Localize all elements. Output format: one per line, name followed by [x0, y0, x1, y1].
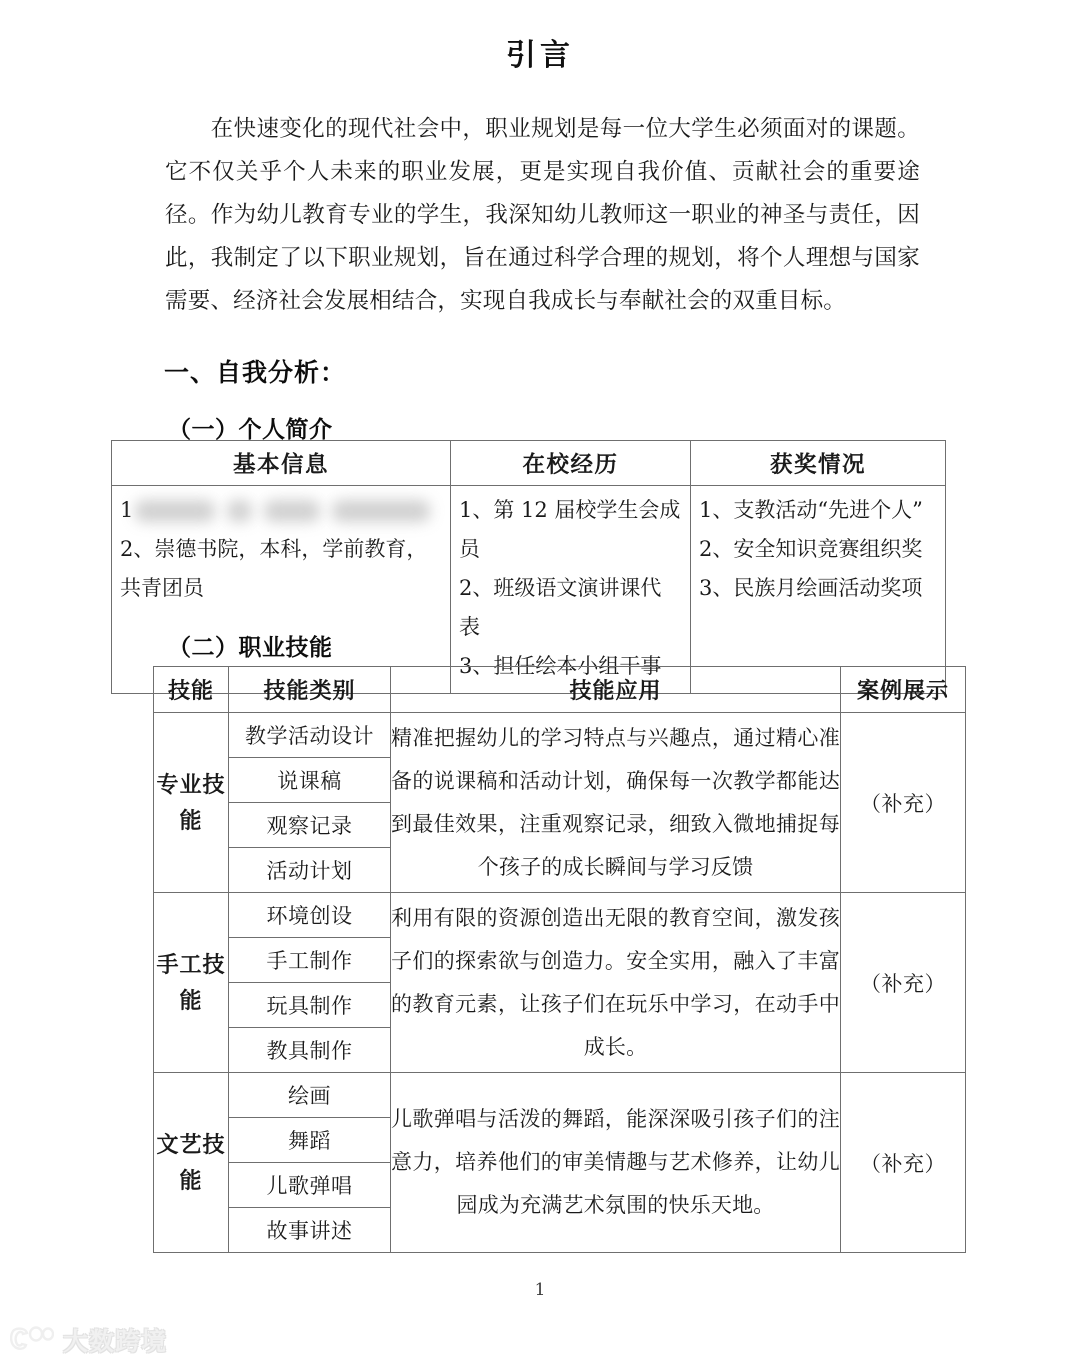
heading-professional-skills: （二）职业技能 — [168, 634, 333, 661]
profile-cell-basic-info — [112, 486, 451, 694]
skills-table — [153, 666, 966, 1253]
profile-header-school-experience: 在校经历 — [451, 441, 691, 486]
profile-cell-awards — [691, 486, 946, 694]
logo-mark-icon — [10, 1325, 54, 1355]
skill-item: 舞蹈 — [229, 1118, 391, 1163]
skill-group-name: 专业技能 — [154, 713, 229, 893]
list-item: 2、班级语文演讲课代表 — [459, 576, 662, 639]
intro-paragraph: 在快速变化的现代社会中，职业规划是每一位大学生必须面对的课题。它不仅关乎个人未来的职业发展，更是实现自我价值、贡献社会的重要途径。作为幼儿教育专业的学生，我深知幼儿教师这一职业的神圣与责任，因此，我制定了以下职业规划，旨在通过科学合理的规划，将个人理想与国家需要、经济社会发展相结合，实现自我成长与奉献社会的双重目标。 — [165, 116, 920, 314]
profile-header-basic-info: 基本信息 — [112, 441, 451, 486]
skill-application: 儿歌弹唱与活泼的舞蹈，能深深吸引孩子们的注意力，培养他们的审美情趣与艺术修养，让幼儿园成为充满艺术氛围的快乐天地。 — [391, 1073, 841, 1253]
skill-item: 故事讲述 — [229, 1208, 391, 1253]
redaction-blur-icon — [264, 500, 320, 522]
skills-header-case: 案例展示 — [841, 667, 966, 713]
skill-group-name: 文艺技能 — [154, 1073, 229, 1253]
skill-item: 教具制作 — [229, 1028, 391, 1073]
heading-self-analysis: 一、自我分析： — [164, 358, 347, 387]
table-row — [154, 893, 966, 938]
skill-item: 玩具制作 — [229, 983, 391, 1028]
document-page — [0, 16, 1080, 1362]
profile-cell-school-experience — [451, 486, 691, 694]
skill-item: 观察记录 — [229, 803, 391, 848]
watermark — [10, 1322, 167, 1358]
skill-application: 精准把握幼儿的学习特点与兴趣点，通过精心准备的说课稿和活动计划，确保每一次教学都能达到最佳效果，注重观察记录，细致入微地捕捉每个孩子的成长瞬间与学习反馈 — [391, 713, 841, 893]
list-item: 3、担任绘本小组干事 — [459, 654, 662, 678]
table-header-row — [154, 667, 966, 713]
profile-table — [111, 440, 946, 694]
table-row — [154, 1073, 966, 1118]
skills-header-skill: 技能 — [154, 667, 229, 713]
skill-group-name: 手工技能 — [154, 893, 229, 1073]
skill-item: 手工制作 — [229, 938, 391, 983]
page-title: 引言 — [506, 38, 574, 73]
list-item: 1、第 12 届校学生会成员 — [459, 498, 681, 561]
watermark-text: 大数跨境 — [63, 1327, 168, 1356]
skills-header-application: 技能应用 — [391, 667, 841, 713]
page-number: 1 — [534, 1280, 546, 1300]
redacted-personal-info-line — [120, 491, 442, 530]
skill-item: 绘画 — [229, 1073, 391, 1118]
list-number: 1 — [120, 498, 134, 522]
intro-section — [165, 108, 920, 323]
table-row — [112, 486, 946, 694]
skill-item: 活动计划 — [229, 848, 391, 893]
skill-case: （补充） — [841, 713, 966, 893]
skills-header-category: 技能类别 — [229, 667, 391, 713]
redaction-blur-icon — [135, 500, 215, 522]
list-item: 1、支教活动“先进个人” — [699, 498, 923, 522]
heading-personal-profile: （一）个人简介 — [168, 416, 333, 443]
skill-case: （补充） — [841, 893, 966, 1073]
skill-item: 教学活动设计 — [229, 713, 391, 758]
table-header-row — [112, 441, 946, 486]
basic-info-line-2: 2、崇德书院，本科，学前教育，共青团员 — [120, 537, 428, 600]
skill-case: （补充） — [841, 1073, 966, 1253]
skill-item: 环境创设 — [229, 893, 391, 938]
skill-item: 说课稿 — [229, 758, 391, 803]
list-item: 2、安全知识竞赛组织奖 — [699, 537, 923, 561]
redaction-blur-icon — [332, 500, 430, 522]
profile-header-awards: 获奖情况 — [691, 441, 946, 486]
table-row — [154, 713, 966, 758]
skill-application: 利用有限的资源创造出无限的教育空间，激发孩子们的探索欲与创造力。安全实用，融入了丰富的教育元素，让孩子们在玩乐中学习，在动手中成长。 — [391, 893, 841, 1073]
skill-item: 儿歌弹唱 — [229, 1163, 391, 1208]
redaction-blur-icon — [227, 500, 252, 522]
list-item: 3、民族月绘画活动奖项 — [699, 576, 923, 600]
